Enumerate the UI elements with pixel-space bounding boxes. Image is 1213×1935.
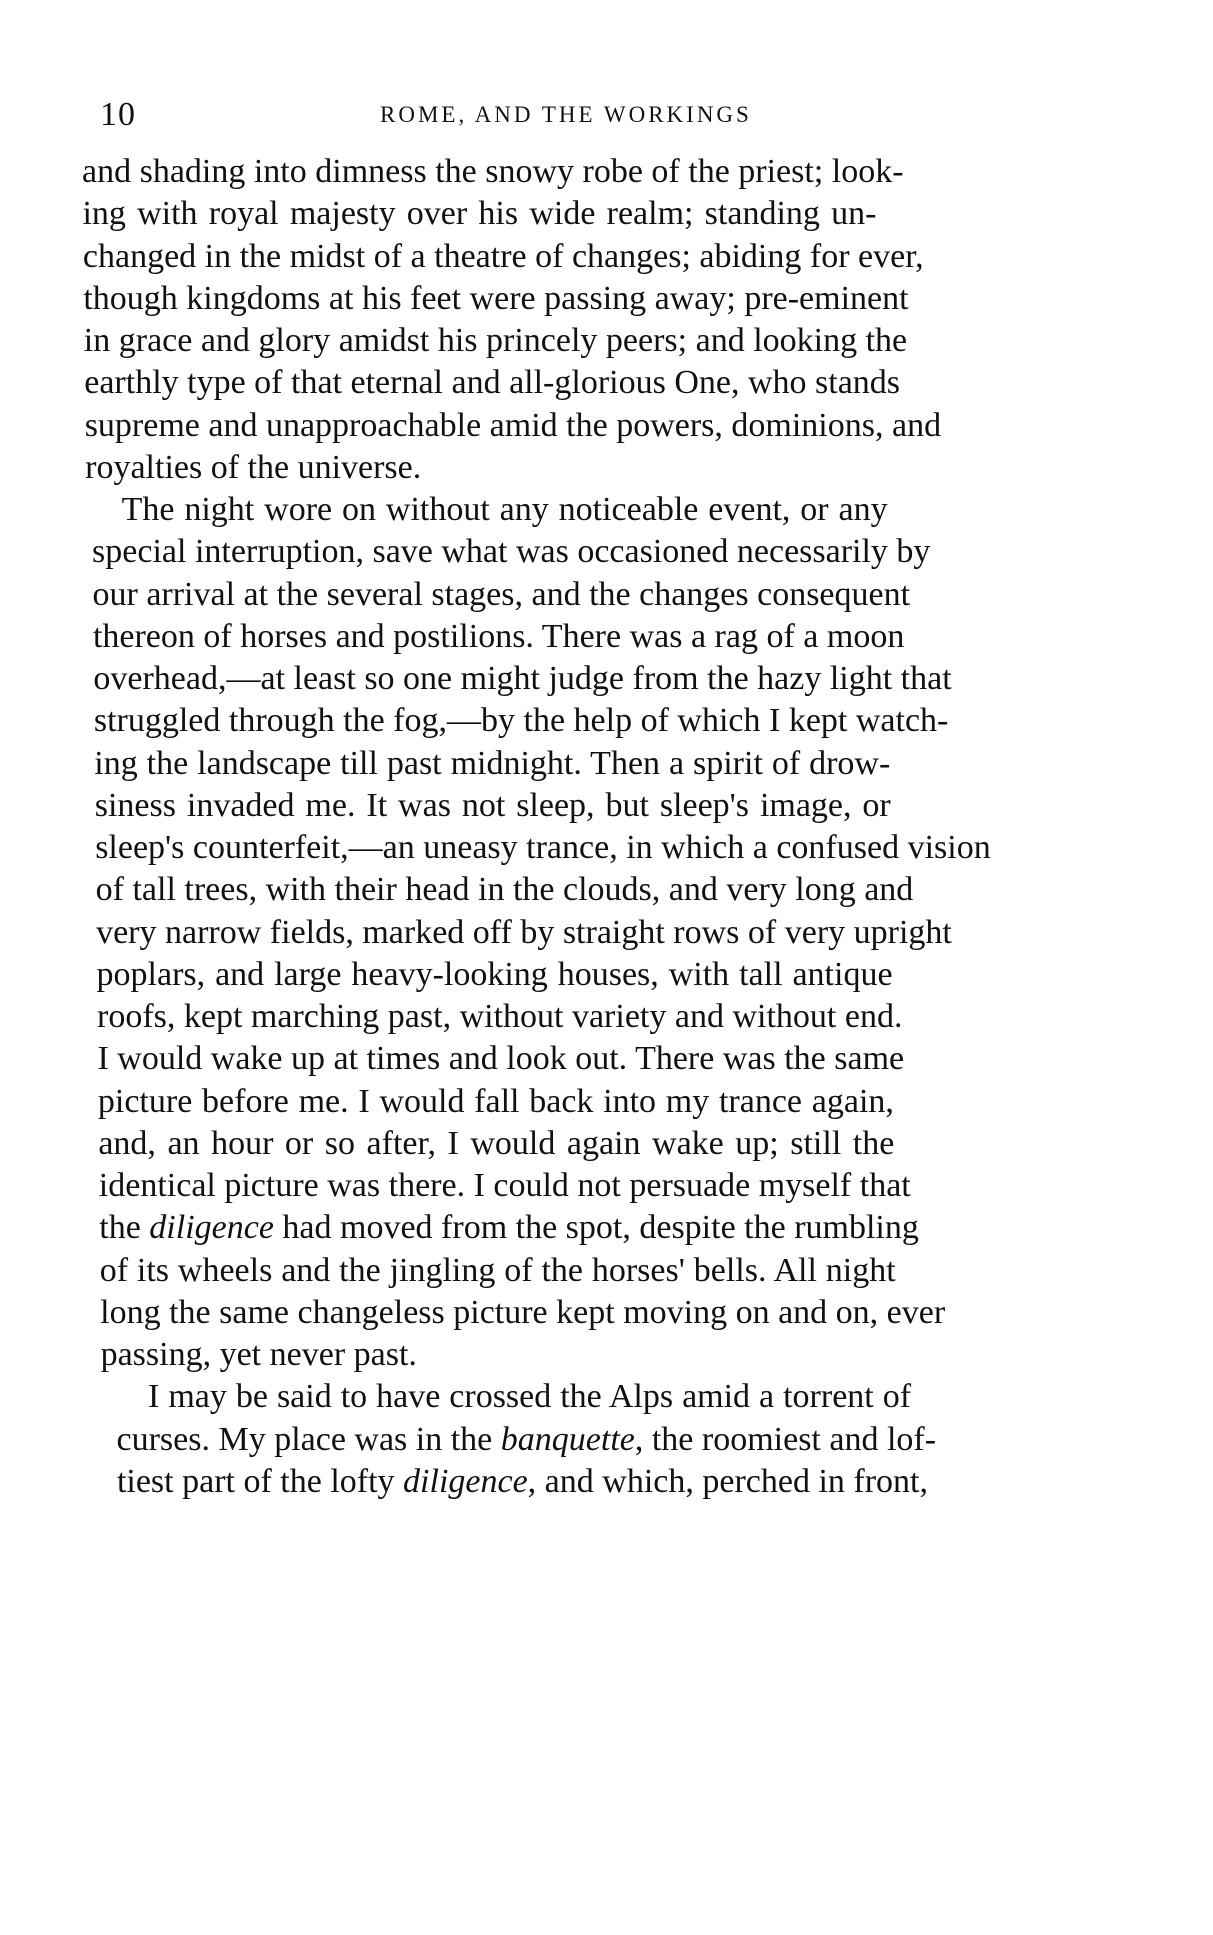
italic-term: banquette [500, 1420, 635, 1458]
text-line: I may be said to have crossed the Alps amid a torrent of [148, 1378, 912, 1416]
text-line [116, 1462, 928, 1502]
text-line: overhead,—at least so one might judge from the hazy light that [93, 660, 952, 697]
text-line [99, 1208, 919, 1248]
italic-term: diligence [149, 1209, 274, 1247]
text-segment: , the roomiest and lof- [634, 1420, 937, 1458]
text-line: royalties of the universe. [85, 448, 422, 486]
text-line: poplars, and large heavy-looking houses, with tall antique [96, 955, 893, 993]
text-line: and, an hour or so after, I would again wake up; still the [98, 1124, 895, 1162]
text-line: The night wore on without any noticeable event, or any [121, 491, 888, 528]
text-line: though kingdoms at his feet were passing away; pre-eminent [83, 279, 909, 317]
text-segment: had moved from the spot, despite the rumbling [273, 1209, 919, 1247]
text-line: changed in the midst of a theatre of changes; abiding for ever, [82, 237, 924, 275]
running-title: ROME, AND THE WORKINGS [380, 102, 752, 127]
text-segment: , and which, perched in front, [527, 1462, 928, 1500]
text-line: sleep's counterfeit,—an uneasy trance, in which a confused vision [95, 829, 991, 866]
text-line: I would wake up at times and look out. There was the same [97, 1040, 905, 1078]
text-line: thereon of horses and postilions. There was a rag of a moon [92, 617, 905, 655]
text-line: siness invaded me. It was not sleep, but sleep's image, or [94, 786, 891, 824]
text-line: supreme and unapproachable amid the powers, dominions, and [84, 406, 942, 444]
text-line [116, 1420, 937, 1460]
text-line: picture before me. I would fall back into my trance again, [97, 1082, 894, 1120]
text-line: special interruption, save what was occasioned necessarily by [92, 533, 931, 571]
text-line: earthly type of that eternal and all-glorious One, who stands [84, 364, 901, 402]
page-number: 10 [100, 96, 136, 133]
text-segment: curses. My place was in the [116, 1420, 501, 1458]
text-line: ing with royal majesty over his wide realm; standing un- [82, 195, 877, 233]
text-line: identical picture was there. I could not persuade myself that [98, 1167, 911, 1204]
text-segment: the [99, 1209, 150, 1247]
text-line: roofs, kept marching past, without variety and without end. [97, 998, 903, 1035]
italic-term: diligence [403, 1462, 528, 1500]
text-line: very narrow fields, marked off by straight rows of very upright [96, 913, 952, 951]
text-line: and shading into dimness the snowy robe of the priest; look- [82, 153, 904, 190]
text-line: struggled through the fog,—by the help of which I kept watch- [93, 702, 949, 740]
text-line: our arrival at the several stages, and the changes consequent [92, 575, 911, 613]
text-line: of tall trees, with their head in the clouds, and very long and [95, 871, 914, 909]
text-line: passing, yet never past. [100, 1336, 417, 1373]
text-line: in grace and glory amidst his princely peers; and looking the [83, 322, 908, 359]
text-segment: tiest part of the lofty [116, 1462, 404, 1500]
text-line: long the same changeless picture kept moving on and on, ever [100, 1293, 946, 1331]
text-line: ing the landscape till past midnight. Then a spirit of drow- [94, 744, 891, 782]
text-line: of its wheels and the jingling of the horses' bells. All night [99, 1251, 896, 1289]
